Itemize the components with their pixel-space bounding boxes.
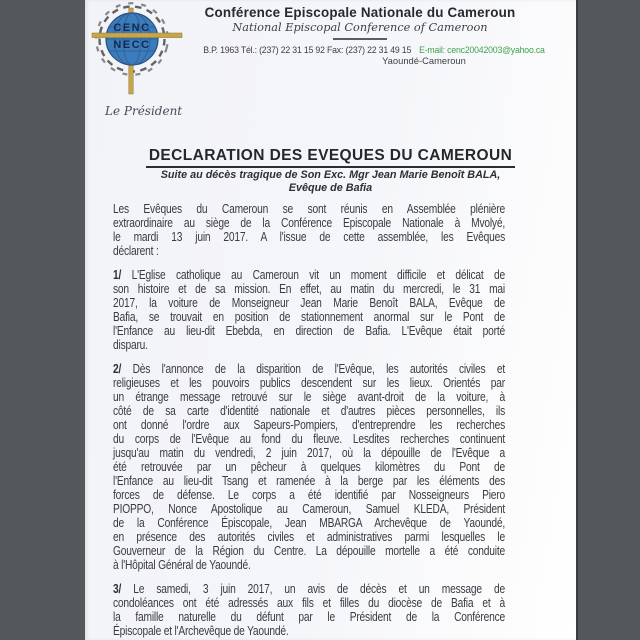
paragraph-line: PIOPPO, Nonce Apostolique au Cameroun, Samuel KLEDA, Président bbox=[113, 501, 505, 516]
document-body bbox=[113, 202, 505, 640]
paragraph-line: l'Enfance au lieu-dit Tsang et ramenée à la berge par les éléments des bbox=[113, 473, 505, 488]
paragraph-line: 3/ Le samedi, 3 juin 2017, un avis de décès et un message de bbox=[113, 581, 505, 596]
paragraph-line: jusqu'au matin du vendredi, 2 juin 2017, où la dépouille de l'Evêque a bbox=[113, 445, 505, 460]
contact-email: E-mail: cenc20042003@yahoo.ca bbox=[419, 45, 545, 55]
paragraph-line: disparu. bbox=[113, 337, 148, 352]
paragraph-line: un étrange message retrouvé sur le siège avant-droit de la voiture, à bbox=[113, 389, 505, 404]
paragraph-line: 2017, la voiture de Monseigneur Jean Marie Benoît BALA, Evêque de bbox=[113, 295, 505, 310]
paragraph-line: la famille naturelle du défunt par le Président de la Conférence bbox=[113, 609, 505, 624]
paragraph-marker: 1/ bbox=[113, 267, 122, 282]
contact-phone: B.P. 1963 Tél.: (237) 22 31 15 92 Fax: (237) 22 31 49 15 bbox=[203, 45, 412, 55]
paragraph-line: Gouverneur de la Région du Centre. La dépouille mortelle a été conduite bbox=[113, 543, 505, 558]
logo-text-necc: NECC bbox=[113, 39, 151, 51]
paragraph-marker: 3/ bbox=[113, 581, 122, 596]
subtitle-line-1: Suite au décès tragique de Son Exc. Mgr Jean Marie Benoît BALA, bbox=[160, 169, 501, 181]
paragraph-line: 1/ L'Eglise catholique au Cameroun vit un moment difficile et délicat de bbox=[113, 267, 506, 282]
contact-line bbox=[203, 45, 545, 55]
signatory-role: Le Président bbox=[105, 104, 183, 118]
contact-city: Yaoundé-Cameroun bbox=[382, 55, 466, 66]
paragraph-line: à l'Hôpital Général de Yaoundé. bbox=[113, 557, 251, 572]
paragraph-line: Épiscopale et l'Archevêque de Yaoundé. bbox=[113, 623, 289, 638]
paragraph-line: religieuses et les pouvoirs publics descendent sur les lieux. Orientés par bbox=[113, 375, 505, 390]
org-name-fr: Conférence Episcopale Nationale du Cameroun bbox=[204, 5, 516, 20]
paragraph-line: Les Evêques du Cameroun se sont réunis en Assemblée plénière bbox=[113, 201, 505, 216]
paragraph-line: en présence des autorités civiles et administratives parmi lesquelles le bbox=[113, 529, 505, 544]
paragraph-line: ont donné l'ordre aux Sapeurs-Pompiers, d'entreprendre les recherches bbox=[113, 417, 505, 432]
document-title: DECLARATION DES EVEQUES DU CAMEROUN bbox=[85, 147, 576, 168]
subtitle-line-2: Evêque de Bafia bbox=[288, 181, 373, 194]
paragraph-line: déclarent : bbox=[113, 243, 159, 258]
paragraph-line: du corps de l'Evêque au fond du fleuve. Lesdites recherches continuent bbox=[113, 431, 505, 446]
paragraph-line: côté de sa carte d'identité nationale et d'autres pièces personnelles, ils bbox=[113, 403, 505, 418]
paragraph bbox=[113, 362, 505, 572]
paragraph-line: le mardi 13 juin 2017. A l'issue de cette assemblée, les Evêques bbox=[113, 229, 505, 244]
paragraph-line: de la Conférence Épiscopale, Jean MBARGA Archevêque de Yaoundé, bbox=[113, 515, 505, 530]
paragraph bbox=[113, 268, 505, 352]
paragraph-marker: 2/ bbox=[113, 361, 122, 376]
paragraph-line: extraordinaire au siège de la Conférence Episcopale Nationale à Mvolyé, bbox=[113, 215, 505, 230]
paragraph-line: forces de défense. Le corps a été identifié par Nosseigneurs Piero bbox=[113, 487, 505, 502]
paragraph-line: Bafia, se trouvait en position de stationnement anormal sur le Pont de bbox=[113, 309, 505, 324]
document-page bbox=[85, 0, 578, 640]
paragraph-line: son histoire et de sa mission. En effet, au matin du mercredi, le 31 mai bbox=[113, 281, 505, 296]
letterhead bbox=[195, 5, 545, 66]
paragraph bbox=[113, 202, 505, 258]
paragraph-line: l'Enfance au lieu-dit Ebebda, en direction de Bafia. L'Evêque était porté bbox=[113, 323, 505, 338]
cenc-logo bbox=[90, 2, 195, 106]
paragraph-line: 2/ Dès l'annonce de la disparition de l'Evêque, les autorités civiles et bbox=[113, 361, 506, 376]
logo-text-cenc: CENC bbox=[113, 22, 151, 34]
org-name-en: National Episcopal Conference of Cameroon bbox=[232, 21, 488, 34]
document-subtitle bbox=[85, 169, 576, 194]
paragraph-line: condoléances ont été adressés aux fils et filles du diocèse de Bafia et à bbox=[113, 595, 505, 610]
paragraph bbox=[113, 582, 505, 638]
paragraph-line: été retrouvée par un pêcheur à quelques kilomètres du Pont de bbox=[113, 459, 505, 474]
header-separator bbox=[333, 38, 387, 40]
